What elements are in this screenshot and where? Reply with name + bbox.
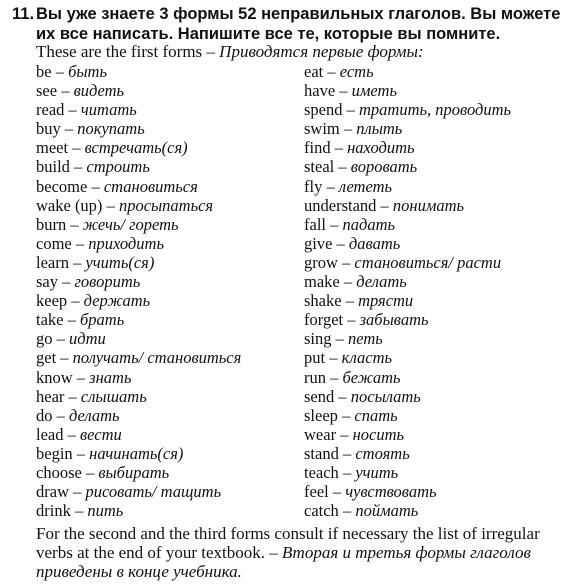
verb-entry [36, 234, 241, 253]
verb-separator: – [323, 62, 340, 81]
verb-russian: поймать [355, 501, 419, 521]
verb-english: lead [36, 424, 64, 444]
verb-separator: – [70, 501, 88, 521]
verb-entry [304, 406, 511, 425]
verb-english: get [36, 348, 57, 368]
verb-english: sing [304, 329, 332, 349]
verb-english: keep [36, 291, 68, 311]
intro-line [36, 42, 424, 61]
verb-russian: учить [355, 462, 399, 482]
verb-russian: делать [356, 272, 407, 292]
verb-english: read [36, 100, 65, 120]
verb-english: draw [36, 482, 69, 502]
verb-entry [36, 157, 241, 176]
verb-russian: класть [341, 348, 393, 368]
verb-russian: падать [342, 214, 396, 234]
verb-russian: петь [348, 329, 383, 349]
intro-russian: Приводятся первые формы: [219, 42, 424, 61]
verb-separator: – [63, 424, 80, 444]
verb-separator: – [336, 424, 353, 444]
verb-russian: спать [354, 405, 398, 425]
verb-separator: – [342, 100, 359, 120]
verb-entry [304, 119, 511, 138]
verb-russian: жечь/ гореть [82, 214, 179, 234]
verb-russian: выбирать [98, 462, 170, 482]
verb-english: forget [304, 310, 344, 330]
verb-separator: – [322, 176, 339, 196]
verb-entry [36, 253, 241, 272]
verb-english: wake (up) [36, 195, 103, 215]
verb-entry [304, 253, 511, 272]
verb-russian: видеть [73, 81, 125, 101]
verb-separator: – [334, 386, 351, 406]
verb-russian: тратить, проводить [359, 100, 512, 120]
verb-english: be [36, 62, 52, 81]
verb-english: stand [304, 443, 339, 463]
verb-separator: – [326, 367, 343, 387]
verb-english: wear [304, 424, 337, 444]
verb-russian: становиться [103, 176, 198, 196]
verb-russian: знать [89, 367, 132, 387]
verb-russian: трясти [358, 291, 414, 311]
verb-separator: – [68, 138, 85, 158]
verb-english: burn [36, 214, 67, 234]
verb-russian: плыть [356, 119, 403, 139]
verb-separator: – [325, 348, 342, 368]
verb-entry [304, 444, 511, 463]
verb-separator: – [328, 482, 346, 502]
verb-english: catch [304, 501, 339, 521]
verb-english: go [36, 329, 53, 349]
verb-russian: чувствовать [345, 482, 437, 502]
footer-line-3-russian: приведены в конце учебника. [36, 562, 242, 581]
verb-russian: держать [83, 291, 151, 311]
verb-english: run [304, 367, 326, 387]
verb-separator: – [72, 367, 90, 387]
verb-separator: – [72, 443, 90, 463]
verb-entry [304, 310, 511, 329]
verb-english: build [36, 157, 70, 177]
verb-russian: делать [69, 405, 120, 425]
verb-russian: давать [348, 233, 401, 253]
verb-entry [36, 100, 241, 119]
verb-separator: – [335, 81, 352, 101]
verb-entry [304, 291, 511, 310]
verb-english: drink [36, 501, 71, 521]
verb-english: find [304, 138, 331, 158]
verb-russian: пить [87, 501, 124, 521]
footer-note [36, 524, 580, 581]
verb-english: have [304, 81, 336, 101]
verb-separator: – [66, 214, 83, 234]
verb-entry [304, 482, 511, 501]
verb-english: do [36, 405, 53, 425]
verb-entry [304, 368, 511, 387]
verb-separator: – [330, 138, 348, 158]
verb-russian: находить [347, 138, 415, 158]
verb-russian: забывать [359, 310, 429, 330]
verb-russian: становиться/ расти [354, 252, 502, 272]
verb-separator: – [52, 405, 69, 425]
verb-separator: – [332, 233, 349, 253]
verb-entry [304, 234, 511, 253]
verb-english: shake [304, 291, 342, 311]
verb-entry [36, 329, 241, 348]
verb-entry [36, 444, 241, 463]
verb-separator: – [60, 119, 78, 139]
verb-separator: – [57, 81, 74, 101]
verb-russian: слышать [80, 386, 147, 406]
verb-english: eat [304, 62, 324, 81]
verb-russian: стоять [355, 443, 410, 463]
verb-english: swim [304, 119, 340, 139]
verb-separator: – [87, 176, 104, 196]
verb-entry [36, 119, 241, 138]
verb-english: spend [304, 100, 343, 120]
verb-entry [304, 100, 511, 119]
verb-english: meet [36, 138, 69, 158]
verb-russian: вести [79, 424, 122, 444]
verb-entry [36, 138, 241, 157]
verb-separator: – [334, 157, 351, 177]
verb-english: hear [36, 386, 65, 406]
verb-russian: брать [79, 310, 125, 330]
verb-entry [36, 272, 241, 291]
verb-separator: – [338, 443, 356, 463]
verb-entry [36, 501, 241, 520]
verb-entry [304, 177, 511, 196]
verb-entry [304, 501, 511, 520]
verb-english: steal [304, 157, 335, 177]
verb-separator: – [102, 195, 119, 215]
verb-entry [36, 310, 241, 329]
footer-line-1: For the second and the third forms consult if necessary the list of irregular [36, 524, 540, 543]
verb-russian: встречать(ся) [84, 138, 188, 158]
verb-english: come [36, 233, 72, 253]
verb-separator: – [343, 310, 360, 330]
verb-english: become [36, 176, 88, 196]
verb-russian: учить(ся) [85, 252, 155, 272]
verb-english: fall [304, 214, 326, 234]
verb-russian: понимать [392, 195, 465, 215]
verb-russian: читать [80, 100, 137, 120]
verb-separator: – [67, 291, 84, 311]
verb-separator: – [68, 482, 86, 502]
verb-english: know [36, 367, 73, 387]
verb-entry [304, 81, 511, 100]
footer-line-2-english: verbs at the end of your textbook. – [36, 543, 278, 562]
verb-entry [304, 138, 511, 157]
verb-english: take [36, 310, 64, 330]
footer-line-2 [36, 543, 580, 562]
verb-separator: – [337, 252, 355, 272]
verb-separator: – [376, 195, 393, 215]
verb-english: see [36, 81, 58, 101]
verb-russian: посылать [350, 386, 421, 406]
verb-english: learn [36, 252, 69, 272]
verb-separator: – [338, 501, 356, 521]
verb-separator: – [68, 252, 86, 272]
verb-russian: рисовать/ тащить [85, 482, 222, 502]
verb-russian: просыпаться [118, 195, 214, 215]
exercise-instruction-line-2: их все написать. Напишите все те, которые вы помните. [36, 25, 501, 43]
verb-english: grow [304, 252, 338, 272]
exercise-header [12, 4, 578, 44]
verb-english: fly [304, 176, 323, 196]
verb-entry [304, 329, 511, 348]
verb-entry [304, 157, 511, 176]
verb-english: say [36, 272, 58, 292]
verb-english: send [304, 386, 335, 406]
verb-entry [36, 81, 241, 100]
verb-separator: – [338, 462, 356, 482]
verb-separator: – [341, 291, 359, 311]
verb-list-left [36, 62, 241, 520]
verb-english: choose [36, 462, 82, 482]
verb-entry [36, 463, 241, 482]
verb-separator: – [326, 214, 343, 234]
verb-entry [304, 387, 511, 406]
verb-english: buy [36, 119, 61, 139]
verb-list-right [304, 62, 511, 520]
verb-entry [36, 291, 241, 310]
footer-line-2-russian: Вторая и третья формы глаголов [281, 543, 531, 562]
verb-separator: – [81, 462, 99, 482]
verb-russian: быть [68, 62, 107, 81]
verb-separator: – [56, 348, 73, 368]
verb-separator: – [52, 329, 69, 349]
verb-entry [36, 406, 241, 425]
verb-russian: воровать [350, 157, 418, 177]
verb-separator: – [331, 329, 349, 349]
verb-russian: бежать [342, 367, 401, 387]
verb-russian: говорить [74, 272, 141, 292]
verb-entry [36, 425, 241, 444]
verb-entry [304, 196, 511, 215]
verb-separator: – [63, 310, 80, 330]
intro-english: These are the first forms – [36, 42, 215, 61]
verb-entry [36, 348, 241, 367]
verb-english: give [304, 233, 333, 253]
verb-russian: лететь [338, 176, 393, 196]
verb-separator: – [64, 100, 81, 120]
verb-english: make [304, 272, 340, 292]
verb-entry [304, 272, 511, 291]
verb-english: sleep [304, 405, 338, 425]
verb-entry [304, 62, 511, 81]
verb-separator: – [69, 157, 87, 177]
verb-entry [36, 177, 241, 196]
verb-entry [304, 348, 511, 367]
verb-separator: – [337, 405, 355, 425]
verb-russian: носить [352, 424, 404, 444]
verb-english: feel [304, 482, 329, 502]
verb-entry [36, 387, 241, 406]
verb-entry [36, 62, 241, 81]
exercise-instruction-line-1: Вы уже знаете 3 формы 52 неправильных глаголов. Вы можете [36, 5, 561, 23]
verb-entry [36, 196, 241, 215]
verb-english: teach [304, 462, 339, 482]
verb-english: put [304, 348, 326, 368]
verb-entry [304, 425, 511, 444]
verb-separator: – [339, 272, 357, 292]
verb-russian: приходить [88, 233, 164, 253]
verb-entry [36, 215, 241, 234]
verb-russian: покупать [77, 119, 145, 139]
verb-russian: идти [69, 329, 106, 349]
verb-separator: – [64, 386, 81, 406]
verb-separator: – [51, 62, 69, 81]
verb-english: understand [304, 195, 377, 215]
verb-russian: иметь [351, 81, 397, 101]
verb-separator: – [339, 119, 357, 139]
verb-entry [36, 368, 241, 387]
verb-separator: – [58, 272, 75, 292]
verb-entry [304, 215, 511, 234]
verb-entry [36, 482, 241, 501]
verb-russian: начинать(ся) [89, 443, 184, 463]
verb-russian: строить [86, 157, 150, 177]
verb-english: begin [36, 443, 73, 463]
verb-entry [304, 463, 511, 482]
verb-russian: получать/ становиться [72, 348, 242, 368]
verb-separator: – [71, 233, 89, 253]
exercise-number: 11. [12, 5, 35, 23]
verb-russian: есть [339, 62, 374, 81]
